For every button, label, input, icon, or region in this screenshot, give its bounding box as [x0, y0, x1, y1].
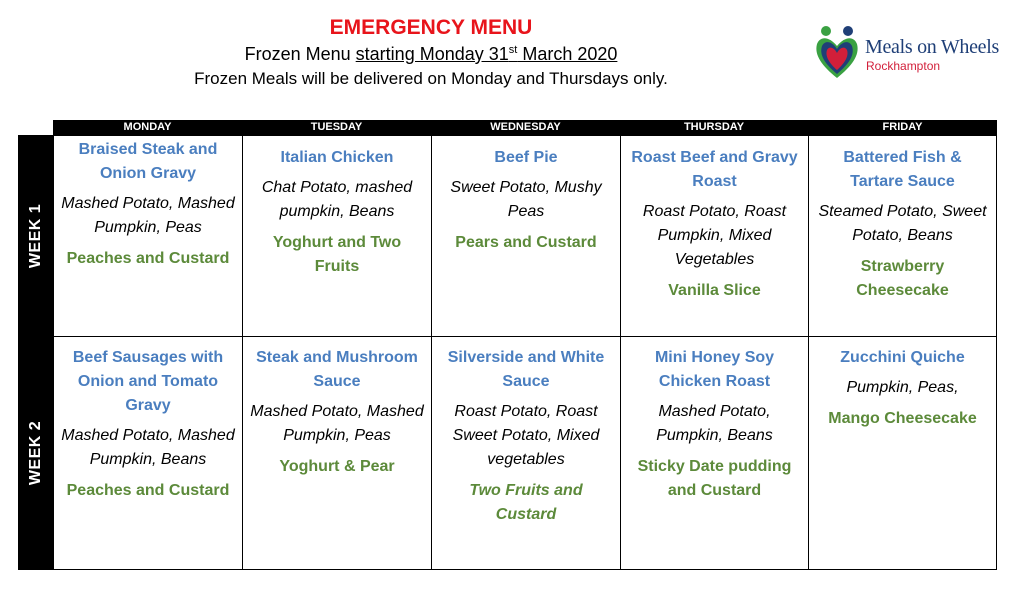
dessert: Yoghurt and Two Fruits — [272, 234, 402, 275]
day-header-wednesday: WEDNESDAY — [431, 120, 620, 135]
menu-cell — [620, 336, 809, 570]
menu-cell — [53, 135, 243, 337]
menu-cell — [242, 336, 432, 570]
menu-subtitle — [0, 42, 862, 66]
main-dish: Braised Steak and Onion Gravy — [78, 141, 218, 182]
menu-table — [18, 120, 997, 570]
menu-cell — [431, 336, 621, 570]
subtitle-ordinal: st — [508, 44, 518, 56]
side-dishes: Mashed Potato, Pumpkin, Beans — [656, 403, 773, 444]
day-header-friday: FRIDAY — [808, 120, 997, 135]
main-dish: Zucchini Quiche — [840, 349, 965, 366]
menu-cell — [431, 135, 621, 337]
heart-people-icon — [812, 22, 862, 82]
dessert: Vanilla Slice — [668, 282, 761, 299]
menu-header — [0, 14, 862, 91]
subtitle-month-year: March 2020 — [517, 44, 618, 64]
dessert: Sticky Date pudding and Custard — [637, 458, 792, 499]
menu-cell — [242, 135, 432, 337]
dessert: Yoghurt & Pear — [279, 458, 395, 475]
side-dishes: Mashed Potato, Mashed Pumpkin, Peas — [61, 195, 235, 236]
logo-location: Rockhampton — [866, 59, 941, 73]
side-dishes: Sweet Potato, Mushy Peas — [450, 179, 602, 220]
menu-cell — [53, 336, 243, 570]
dessert: Mango Cheesecake — [828, 410, 977, 427]
side-dishes: Chat Potato, mashed pumpkin, Beans — [261, 179, 413, 220]
delivery-note: Frozen Meals will be delivered on Monday and Thursdays only. — [194, 69, 668, 88]
menu-cell — [808, 135, 997, 337]
subtitle-date-text: starting Monday 31 — [355, 44, 509, 64]
logo-name: Meals on Wheels — [865, 36, 999, 58]
main-dish: Beef Sausages with Onion and Tomato Gravy — [72, 349, 224, 414]
week-label-2-text: WEEK 2 — [26, 420, 44, 486]
day-header-thursday: THURSDAY — [620, 120, 808, 135]
side-dishes: Roast Potato, Roast Sweet Potato, Mixed vegetables — [452, 403, 600, 468]
subtitle-start-date — [356, 44, 618, 64]
dessert: Strawberry Cheesecake — [856, 258, 949, 299]
side-dishes: Steamed Potato, Sweet Potato, Beans — [818, 203, 987, 244]
menu-cell — [620, 135, 809, 337]
menu-cell — [808, 336, 997, 570]
main-dish: Italian Chicken — [280, 149, 394, 166]
side-dishes: Mashed Potato, Mashed Pumpkin, Beans — [61, 427, 235, 468]
week-label-2 — [18, 336, 53, 570]
dessert: Two Fruits and Custard — [469, 482, 583, 523]
side-dishes: Mashed Potato, Mashed Pumpkin, Peas — [250, 403, 424, 444]
week-label-1 — [18, 135, 53, 336]
dessert: Pears and Custard — [455, 234, 597, 251]
main-dish: Silverside and White Sauce — [447, 349, 605, 390]
subtitle-prefix: Frozen Menu — [244, 44, 356, 64]
menu-title: EMERGENCY MENU — [329, 16, 533, 39]
day-header-monday: MONDAY — [53, 120, 242, 135]
meals-on-wheels-logo — [812, 22, 1012, 82]
side-dishes: Roast Potato, Roast Pumpkin, Mixed Vegetables — [642, 203, 787, 268]
main-dish: Roast Beef and Gravy Roast — [631, 149, 798, 190]
table-corner — [18, 120, 53, 135]
side-dishes: Pumpkin, Peas, — [846, 379, 959, 396]
main-dish: Beef Pie — [494, 149, 558, 166]
main-dish: Mini Honey Soy Chicken Roast — [654, 349, 775, 390]
main-dish: Steak and Mushroom Sauce — [256, 349, 418, 390]
dessert: Peaches and Custard — [66, 482, 230, 499]
dessert: Peaches and Custard — [66, 250, 230, 267]
day-header-tuesday: TUESDAY — [242, 120, 431, 135]
main-dish: Battered Fish & Tartare Sauce — [843, 149, 962, 190]
week-label-1-text: WEEK 1 — [26, 203, 44, 268]
